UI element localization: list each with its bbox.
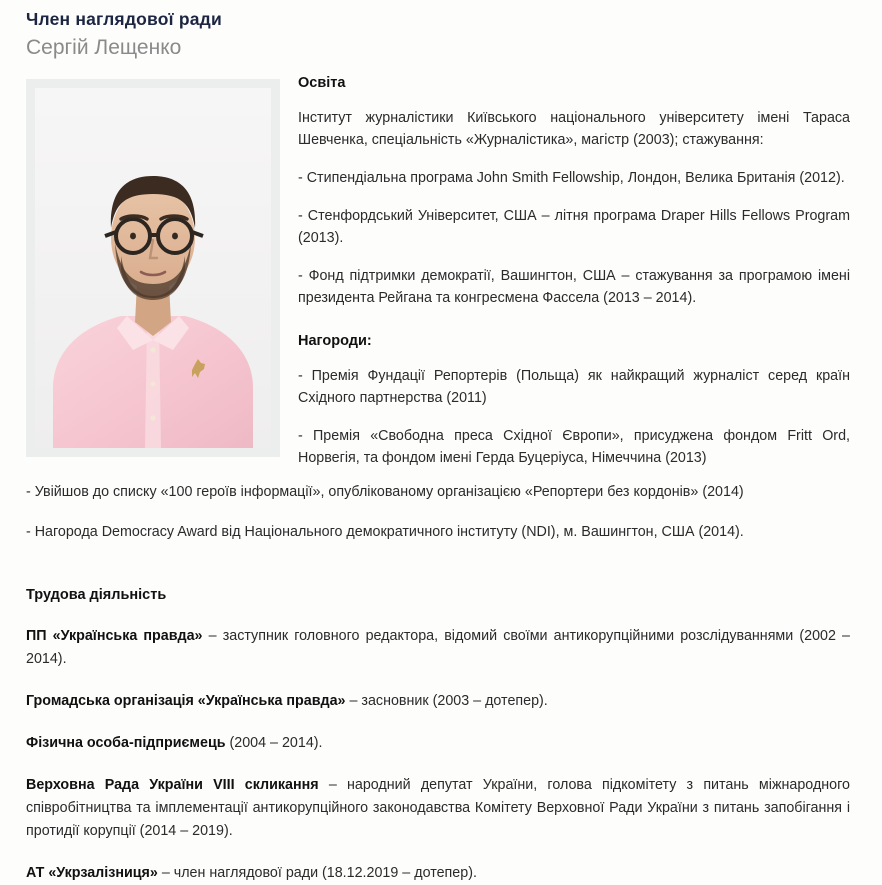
work-entry-3 <box>26 774 850 843</box>
portrait-photo-inner <box>35 88 271 448</box>
awards-full-paragraph-0: - Увійшов до списку «100 героїв інформації», опублікованому організацією «Репортери без кордонів» (2014) <box>26 484 744 500</box>
work-entry-2 <box>26 732 850 755</box>
awards-full-width-list <box>0 481 882 543</box>
awards-full-paragraph-1: - Нагорода Democracy Award від Національного демократичного інституту (NDI), м. Вашингтон, США (2014). <box>26 524 744 540</box>
work-entry-rest-4: – член наглядової ради (18.12.2019 – дотепер). <box>157 865 477 881</box>
work-experience-section <box>0 585 882 885</box>
awards-paragraph-1: - Премія «Свободна преса Східної Європи», присуджена фондом Fritt Ord, Норвегія, та фондом імені Герда Буцеріуса, Німеччина (2013) <box>298 428 850 466</box>
page-header <box>0 0 882 63</box>
work-entry-org-1: Громадська організація «Українська правда» <box>26 693 346 709</box>
page-title: Член наглядової ради <box>26 9 222 29</box>
person-name: Сергій Лещенко <box>26 36 182 59</box>
profile-body <box>0 73 882 469</box>
work-entry-4 <box>26 862 850 885</box>
work-entry-org-4: АТ «Укрзалізниця» <box>26 865 158 881</box>
work-entry-1 <box>26 690 850 713</box>
work-entry-rest-2: (2004 – 2014). <box>225 735 323 751</box>
awards-paragraph-0: - Премія Фундації Репортерів (Польща) як найкращий журналіст серед країн Східного партнерства (2011) <box>298 368 850 406</box>
education-heading: Освіта <box>298 75 346 91</box>
awards-heading: Нагороди: <box>298 333 372 349</box>
education-paragraph-0: Інститут журналістики Київського національного університету імені Тараса Шевченка, спеціальність «Журналістика», магістр (2003); стажування: <box>298 110 850 148</box>
work-entry-0 <box>26 625 850 671</box>
education-paragraph-1: - Стипендіальна програма John Smith Fellowship, Лондон, Велика Британія (2012). <box>298 170 845 186</box>
work-entry-rest-1: – засновник (2003 – дотепер). <box>345 693 548 709</box>
work-entry-rest-3: – народний депутат України, голова підкомітету з питань міжнародного співробітництва та імплементації антикорупційного законодавства Комітету Верховної Ради України з питань запобігання і протидії корупції (2014 – 2019). <box>26 777 850 839</box>
work-experience-heading: Трудова діяльність <box>26 587 167 603</box>
portrait-photo <box>26 79 280 457</box>
work-entry-org-3: Верховна Рада України VIII скликання <box>26 777 319 793</box>
work-entry-rest-0: – заступник головного редактора, відомий своїми антикорупційними розслідуваннями (2002 – 2014). <box>26 628 850 667</box>
education-paragraph-3: - Фонд підтримки демократії, Вашингтон, США – стажування за програмою імені президента Рейгана та конгресмена Фассела (2013 – 2014). <box>298 268 850 306</box>
portrait-illustration <box>35 88 271 448</box>
work-entry-org-0: ПП «Українська правда» <box>26 628 203 644</box>
education-paragraph-2: - Стенфордський Університет, США – літня програма Draper Hills Fellows Program (2013). <box>298 208 850 246</box>
work-entry-org-2: Фізична особа-підприємець <box>26 735 226 751</box>
